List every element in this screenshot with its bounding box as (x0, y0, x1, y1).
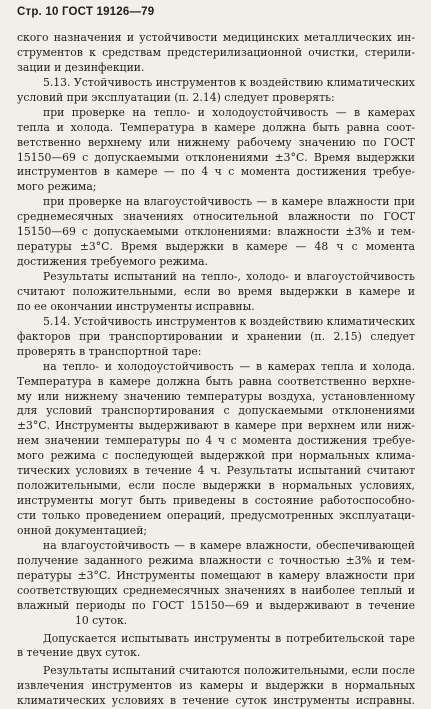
text-line: для условий транспортирования с допускаемыми отклонениями (17, 404, 415, 418)
text-line: 10 суток. (75, 613, 128, 627)
text-line: ветственно верхнему или нижнему рабочему значению по ГОСТ (17, 135, 415, 149)
text-line: 5.13. Устойчивость инструментов к воздействию климатических (43, 75, 415, 89)
text-line: на тепло- и холодоустойчивость — в камерах тепла и холода. (43, 359, 415, 373)
text-line: инструментов в камере — по 4 ч с момента достижения требуе- (17, 165, 415, 179)
text-line: по ее окончании инструменты исправны. (17, 299, 255, 313)
text-line: получение заданного режима влажности с точностью ±3% и тем- (17, 553, 415, 567)
text-line: соответствующих среднемесячных значениях в наиболее теплый и (17, 583, 415, 597)
page-header: Стр. 10 ГОСТ 19126—79 (17, 6, 155, 18)
text-line: онной документацией; (17, 523, 148, 537)
text-line: 5.14. Устойчивость инструментов к воздействию климатических (43, 314, 415, 328)
text-line: среднемесячных значениях относительной влажности по ГОСТ (17, 210, 415, 224)
text-line: ского назначения и устойчивости медицинских металлических ин- (17, 31, 415, 44)
text-line: Допускается испытывать инструменты в потребительской таре (43, 631, 415, 645)
text-line: 15150—69 с допускаемыми отклонениями: влажности ±3% и тем- (17, 225, 415, 239)
text-line: в течение двух суток. (17, 646, 141, 660)
text-line: условий при эксплуатации (п. 2.14) следует проверять: (17, 90, 335, 104)
text-line: положительными, если после выдержки в нормальных условиях, (17, 479, 415, 493)
text-line: нем значении температуры по 4 ч с момента достижения требуе- (17, 434, 415, 448)
text-line: влажный периоды по ГОСТ 15150—69 и выдерживают в течение (17, 598, 415, 612)
text-line: мого режима; (17, 180, 97, 194)
text-line: на влагоустойчивость — в камере влажности, обеспечивающей (43, 538, 415, 552)
text-line: пературы ±3°С. Время выдержки в камере — 48 ч с момента (17, 240, 415, 254)
text-line: считают положительными, если во время выдержки в камере и (17, 284, 415, 298)
text-line: пературы ±3°С. Инструменты помещают в камеру влажности при (17, 568, 415, 582)
text-line: сти только проведением операций, предусмотренных эксплуатаци- (17, 509, 415, 522)
text-line: 15150—69 с допускаемыми отклонениями ±3°С. Время выдержки (17, 150, 415, 164)
text-line: факторов при транспортировании и хранении (п. 2.15) следует (17, 329, 415, 343)
text-line: мого режима с последующей выдержкой при нормальных клима- (17, 449, 415, 463)
text-line: при проверке на тепло- и холодоустойчивость — в камерах (43, 105, 415, 119)
document-body (17, 31, 415, 709)
text-line: тических условиях в течение 4 ч. Результаты испытаний считают (17, 464, 415, 478)
text-line: Результаты испытаний на тепло-, холодо- и влагоустойчивость (43, 270, 415, 283)
text-line: зации и дезинфекции. (17, 60, 145, 74)
text-line: Температура в камере должна быть равна соответственно верхне- (17, 374, 415, 388)
text-line: тепла и холода. Температура в камере должна быть равна соот- (17, 120, 415, 134)
text-line: инструменты могут быть приведены в состояние работоспособно- (17, 494, 415, 508)
text-line: достижения требуемого режима. (17, 255, 209, 269)
text-line: проверять в транспортной таре: (17, 344, 202, 358)
text-line: ±3°С. Инструменты выдерживают в камере при верхнем или ниж- (17, 419, 415, 433)
text-line: струментов к средствам предстерилизационной очистки, стерили- (17, 45, 415, 59)
text-line: извлечения инструментов из камеры и выдержки в нормальных (17, 679, 415, 693)
text-line: му или нижнему значению температуры воздуха, установленному (17, 389, 415, 403)
text-line: при проверке на влагоустойчивость — в камере влажности при (43, 195, 415, 209)
text-line: Результаты испытаний считаются положительными, если после (43, 664, 415, 678)
text-line: климатических условиях в течение суток инструменты исправны. (17, 694, 415, 708)
